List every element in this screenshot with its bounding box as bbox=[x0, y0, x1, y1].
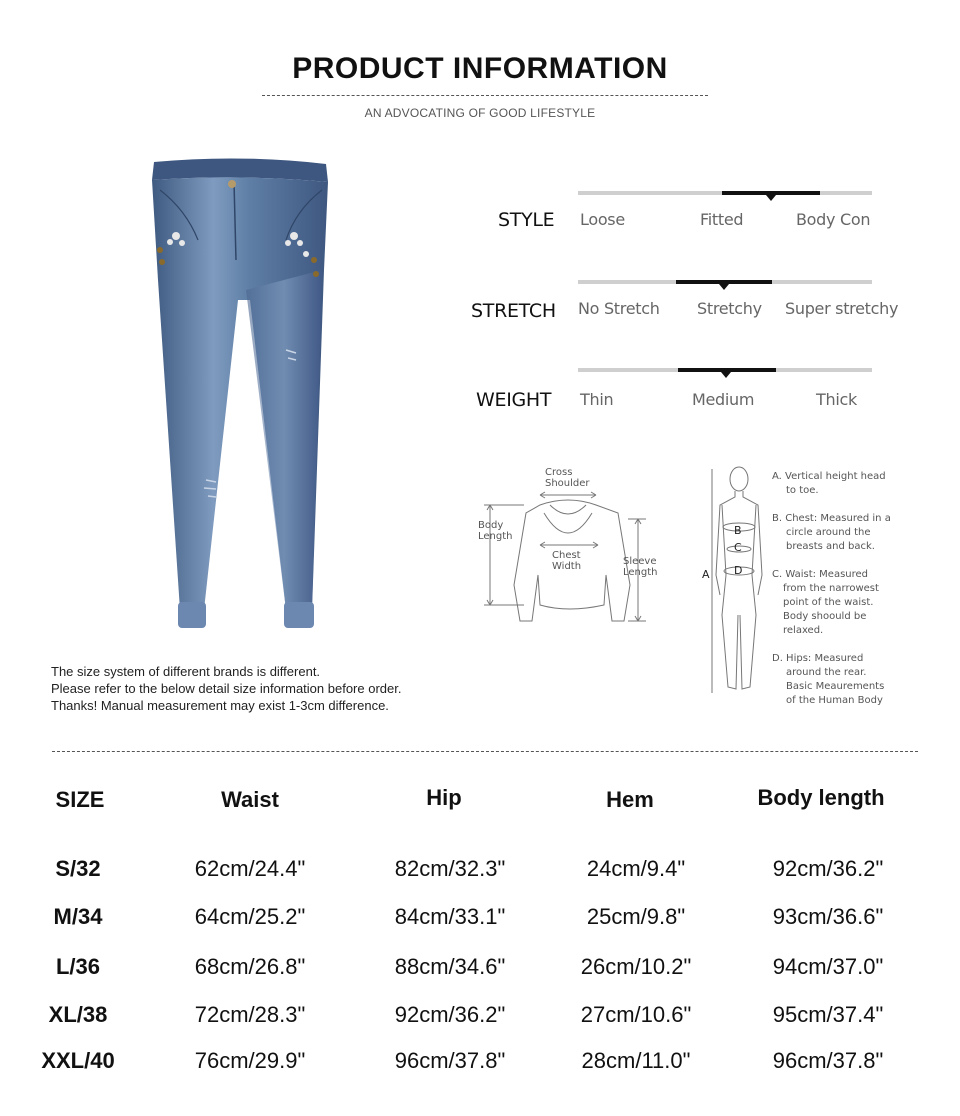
table-header-waist: Waist bbox=[221, 787, 279, 812]
table-header-size: SIZE bbox=[55, 787, 105, 812]
size-cell: XXL/40 bbox=[41, 1048, 115, 1073]
cross-shoulder-label-1: Cross bbox=[545, 467, 573, 478]
hem-cell: 27cm/10.6" bbox=[580, 1002, 692, 1027]
hip-cell: 96cm/37.8" bbox=[394, 1048, 506, 1073]
measure-note-b: B. Chest: Measured in a circle around the breasts and back. bbox=[772, 513, 891, 552]
hip-cell: 84cm/33.1" bbox=[394, 904, 506, 929]
hip-cell: 82cm/32.3" bbox=[394, 856, 506, 881]
body-length-label-1: Body bbox=[478, 520, 504, 531]
jeans-product-image bbox=[146, 150, 336, 640]
section-divider bbox=[52, 751, 918, 752]
body-letter-c: C bbox=[734, 541, 742, 554]
style-option-bodycon: Body Con bbox=[796, 210, 871, 229]
body-length-cell: 95cm/37.4" bbox=[772, 1002, 884, 1027]
cross-shoulder-label-2: Shoulder bbox=[545, 478, 590, 489]
body-letter-b: B bbox=[734, 524, 742, 537]
weight-option-medium: Medium bbox=[692, 390, 755, 409]
waist-cell: 72cm/28.3" bbox=[194, 1002, 306, 1027]
size-cell: S/32 bbox=[55, 856, 101, 881]
stretch-pointer-icon bbox=[719, 284, 729, 290]
size-cell: XL/38 bbox=[48, 1002, 108, 1027]
body-length-cell: 92cm/36.2" bbox=[772, 856, 884, 881]
title-divider bbox=[262, 95, 708, 96]
body-figure-diagram bbox=[708, 465, 770, 697]
shirt-measurement-diagram bbox=[478, 465, 668, 630]
attr-label-stretch: STRETCH bbox=[471, 300, 556, 322]
hem-cell: 28cm/11.0" bbox=[581, 1048, 691, 1073]
body-letter-a: A bbox=[702, 568, 710, 581]
hem-cell: 25cm/9.8" bbox=[586, 904, 686, 929]
size-cell: L/36 bbox=[55, 954, 101, 979]
size-note-1: The size system of different brands is different. bbox=[51, 664, 321, 679]
table-header-hip: Hip bbox=[426, 785, 462, 810]
body-letter-d: D bbox=[734, 564, 743, 577]
chest-width-label-1: Chest bbox=[552, 550, 581, 561]
style-pointer-icon bbox=[766, 195, 776, 201]
body-length-cell: 96cm/37.8" bbox=[772, 1048, 884, 1073]
weight-option-thick: Thick bbox=[816, 390, 857, 409]
waist-cell: 68cm/26.8" bbox=[194, 954, 306, 979]
measure-note-c: C. Waist: Measured from the narrowest point of the waist. Body shoould be relaxed. bbox=[772, 569, 879, 636]
waist-cell: 64cm/25.2" bbox=[194, 904, 306, 929]
stretch-option-none: No Stretch bbox=[578, 299, 660, 318]
table-header-body-length: Body length bbox=[757, 785, 885, 810]
attr-label-style: STYLE bbox=[498, 209, 555, 231]
page-subtitle: AN ADVOCATING OF GOOD LIFESTYLE bbox=[364, 106, 596, 120]
weight-pointer-icon bbox=[721, 372, 731, 378]
stretch-option-super: Super stretchy bbox=[785, 299, 899, 318]
size-note-3: Thanks! Manual measurement may exist 1-3cm difference. bbox=[51, 698, 389, 713]
hem-cell: 24cm/9.4" bbox=[586, 856, 686, 881]
attr-label-weight: WEIGHT bbox=[476, 389, 552, 411]
body-length-label-2: Length bbox=[478, 531, 513, 542]
waist-cell: 76cm/29.9" bbox=[194, 1048, 306, 1073]
waist-cell: 62cm/24.4" bbox=[194, 856, 306, 881]
style-option-fitted: Fitted bbox=[700, 210, 744, 229]
sleeve-length-label-1: Sleeve bbox=[623, 556, 657, 567]
hip-cell: 92cm/36.2" bbox=[394, 1002, 506, 1027]
size-note-2: Please refer to the below detail size information before order. bbox=[51, 681, 402, 696]
measure-note-a: A. Vertical height head to toe. bbox=[772, 471, 886, 496]
weight-option-thin: Thin bbox=[580, 390, 614, 409]
measure-note-d: D. Hips: Measured around the rear. Basic Meaurements of the Human Body bbox=[772, 653, 885, 706]
stretch-option-stretchy: Stretchy bbox=[697, 299, 762, 318]
sleeve-length-label-2: Length bbox=[623, 567, 658, 578]
table-header-hem: Hem bbox=[606, 787, 654, 812]
hem-cell: 26cm/10.2" bbox=[580, 954, 692, 979]
page-title: PRODUCT INFORMATION bbox=[292, 52, 668, 85]
body-length-cell: 94cm/37.0" bbox=[772, 954, 884, 979]
hip-cell: 88cm/34.6" bbox=[394, 954, 506, 979]
size-cell: M/34 bbox=[53, 904, 103, 929]
body-length-cell: 93cm/36.6" bbox=[772, 904, 884, 929]
style-option-loose: Loose bbox=[580, 210, 625, 229]
chest-width-label-2: Width bbox=[552, 561, 582, 572]
